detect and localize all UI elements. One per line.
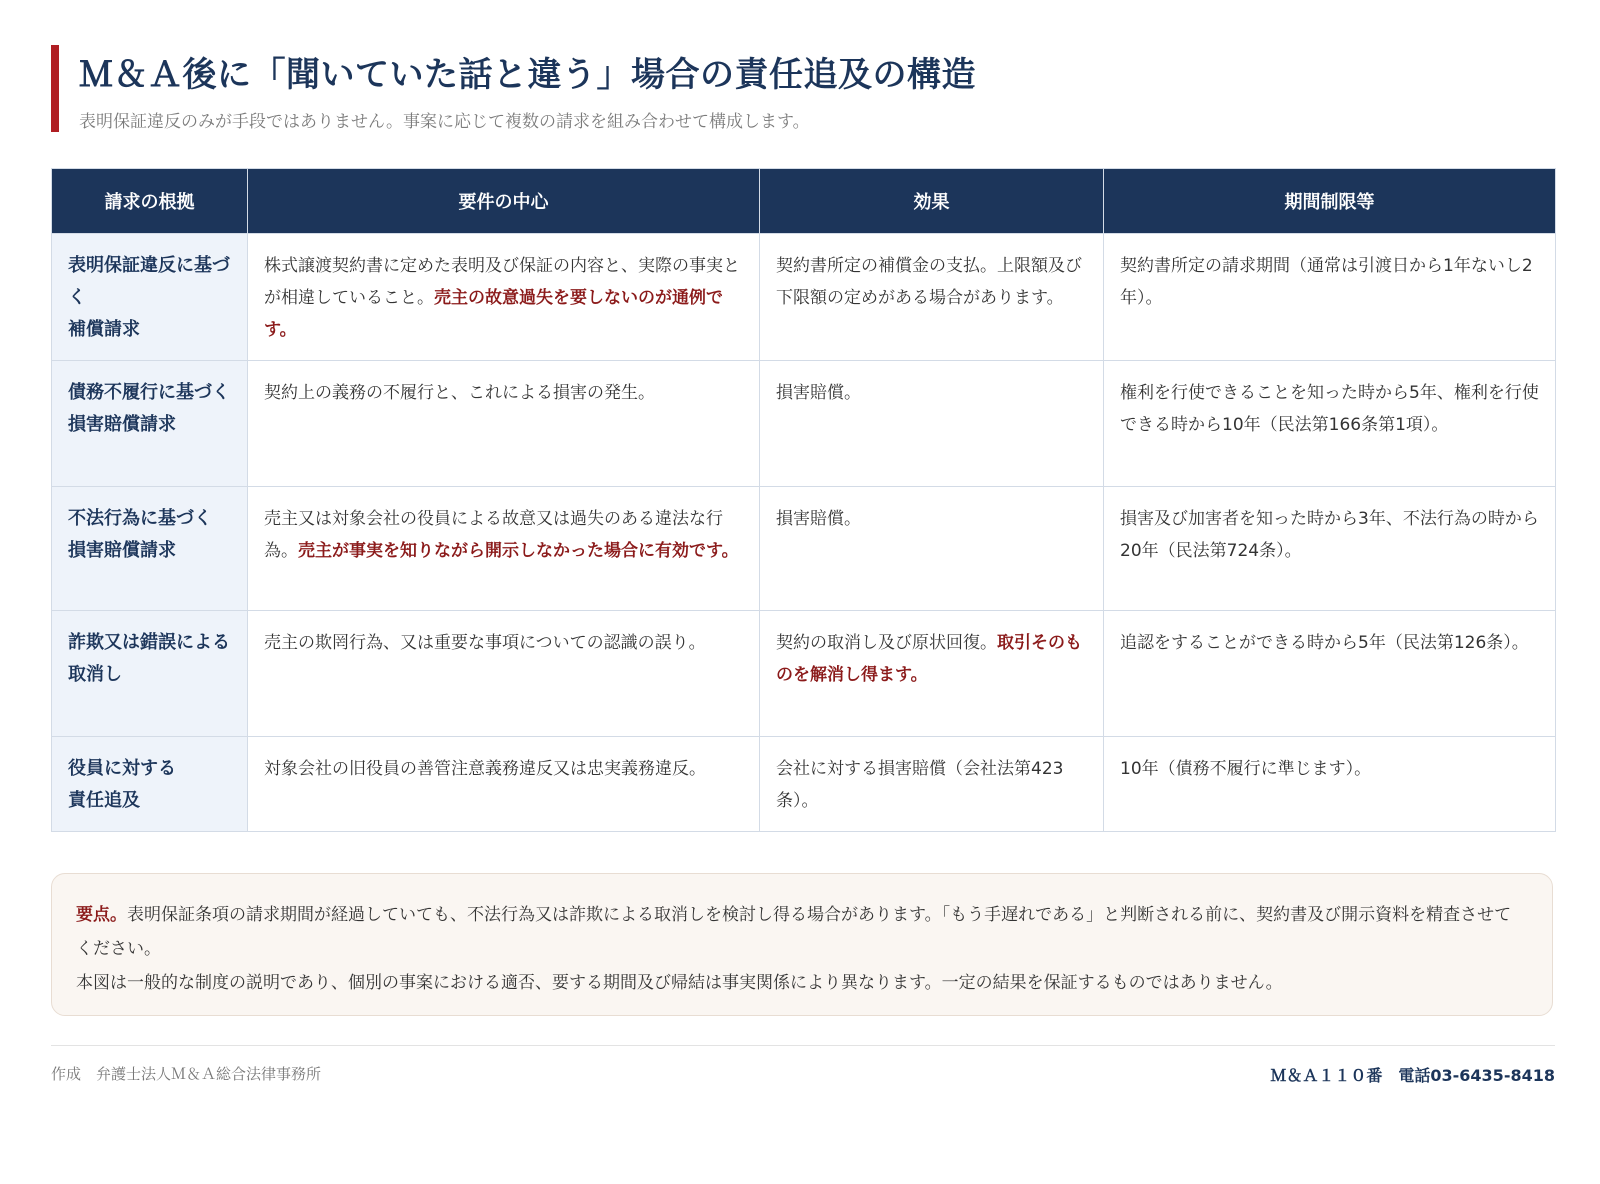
requirement-cell (248, 361, 760, 487)
basis-line: 役員に対する (68, 758, 176, 779)
basis-cell (52, 487, 248, 611)
basis-line: 詐欺又は錯誤による (68, 632, 230, 653)
effect-cell (760, 487, 1104, 611)
requirement-cell (248, 487, 760, 611)
table-header-row (52, 169, 1556, 234)
basis-line: 表明保証違反に基づく (68, 255, 230, 308)
column-header-requirement: 要件の中心 (248, 169, 760, 234)
basis-line: 損害賠償請求 (68, 540, 176, 561)
effect-text: 損害賠償。 (776, 509, 861, 529)
basis-cell (52, 361, 248, 487)
requirement-text: 売主又は対象会社の役員による故意又は過失のある違法な行為。 (264, 509, 723, 561)
effect-cell (760, 361, 1104, 487)
requirement-text: 売主の欺罔行為、又は重要な事項についての認識の誤り。 (264, 633, 706, 653)
effect-text: 契約書所定の補償金の支払。上限額及び下限額の定めがある場合があります。 (776, 256, 1082, 308)
effect-text: 会社に対する損害賠償（会社法第423条）。 (776, 759, 1064, 811)
footer-contact: Ｍ＆Ａ１１０番 電話03-6435-8418 (1270, 1066, 1555, 1085)
basis-cell (52, 611, 248, 737)
disclaimer-text: 本図は一般的な制度の説明であり、個別の事案における適否、要する期間及び帰結は事実関係により異なります。一定の結果を保証するものではありません。 (76, 973, 1283, 993)
column-header-period: 期間制限等 (1104, 169, 1556, 234)
basis-line: 損害賠償請求 (68, 414, 176, 435)
requirement-emphasis: 売主の故意過失を要しないのが通例です。 (264, 288, 723, 340)
table-row (52, 361, 1556, 487)
effect-text: 損害賠償。 (776, 383, 861, 403)
basis-line: 債務不履行に基づく (68, 382, 230, 403)
key-point-body: 表明保証条項の請求期間が経過していても、不法行為又は詐欺による取消しを検討し得る場合があります。「もう手遅れである」と判断される前に、契約書及び開示資料を精査させてください。 (76, 905, 1512, 959)
effect-cell (760, 611, 1104, 737)
table-row (52, 737, 1556, 832)
requirement-text: 株式譲渡契約書に定めた表明及び保証の内容と、実際の事実とが相違していること。 (264, 256, 740, 308)
footer-credit: 作成 弁護士法人Ｍ＆Ａ総合法律事務所 (51, 1065, 322, 1083)
claims-table (51, 168, 1556, 832)
basis-cell (52, 737, 248, 832)
effect-cell (760, 737, 1104, 832)
header-accent-bar (51, 45, 59, 132)
period-cell: 権利を行使できることを知った時から5年、権利を行使できる時から10年（民法第166条第1項）。 (1104, 361, 1556, 487)
requirement-emphasis: 売主が事実を知りながら開示しなかった場合に有効です。 (298, 541, 739, 561)
header (51, 45, 1551, 132)
period-cell: 損害及び加害者を知った時から3年、不法行為の時から20年（民法第724条）。 (1104, 487, 1556, 611)
footer-divider (51, 1045, 1555, 1046)
period-cell: 10年（債務不履行に準じます）。 (1104, 737, 1556, 832)
requirement-text: 契約上の義務の不履行と、これによる損害の発生。 (264, 383, 655, 403)
table-row (52, 611, 1556, 737)
basis-line: 取消し (68, 664, 122, 685)
requirement-cell (248, 737, 760, 832)
basis-line: 補償請求 (68, 319, 140, 340)
period-cell: 追認をすることができる時から5年（民法第126条）。 (1104, 611, 1556, 737)
page-subtitle: 表明保証違反のみが手段ではありません。事案に応じて複数の請求を組み合わせて構成します。 (79, 112, 810, 132)
effect-emphasis: 取引そのものを解消し得ます。 (776, 633, 1082, 685)
key-point-label: 要点。 (76, 905, 127, 925)
key-point-text (76, 898, 1528, 966)
key-point-box (51, 873, 1553, 1016)
basis-line: 不法行為に基づく (68, 508, 212, 529)
table-row (52, 234, 1556, 361)
period-cell: 契約書所定の請求期間（通常は引渡日から1年ないし2年）。 (1104, 234, 1556, 361)
effect-cell (760, 234, 1104, 361)
requirement-cell (248, 611, 760, 737)
requirement-text: 対象会社の旧役員の善管注意義務違反又は忠実義務違反。 (264, 759, 706, 779)
requirement-cell (248, 234, 760, 361)
column-header-effect: 効果 (760, 169, 1104, 234)
table-row (52, 487, 1556, 611)
basis-cell (52, 234, 248, 361)
basis-line: 責任追及 (68, 790, 140, 811)
column-header-basis: 請求の根拠 (52, 169, 248, 234)
page-title: Ｍ＆Ａ後に「聞いていた話と違う」場合の責任追及の構造 (79, 55, 976, 95)
effect-text: 契約の取消し及び原状回復。 (776, 633, 997, 653)
